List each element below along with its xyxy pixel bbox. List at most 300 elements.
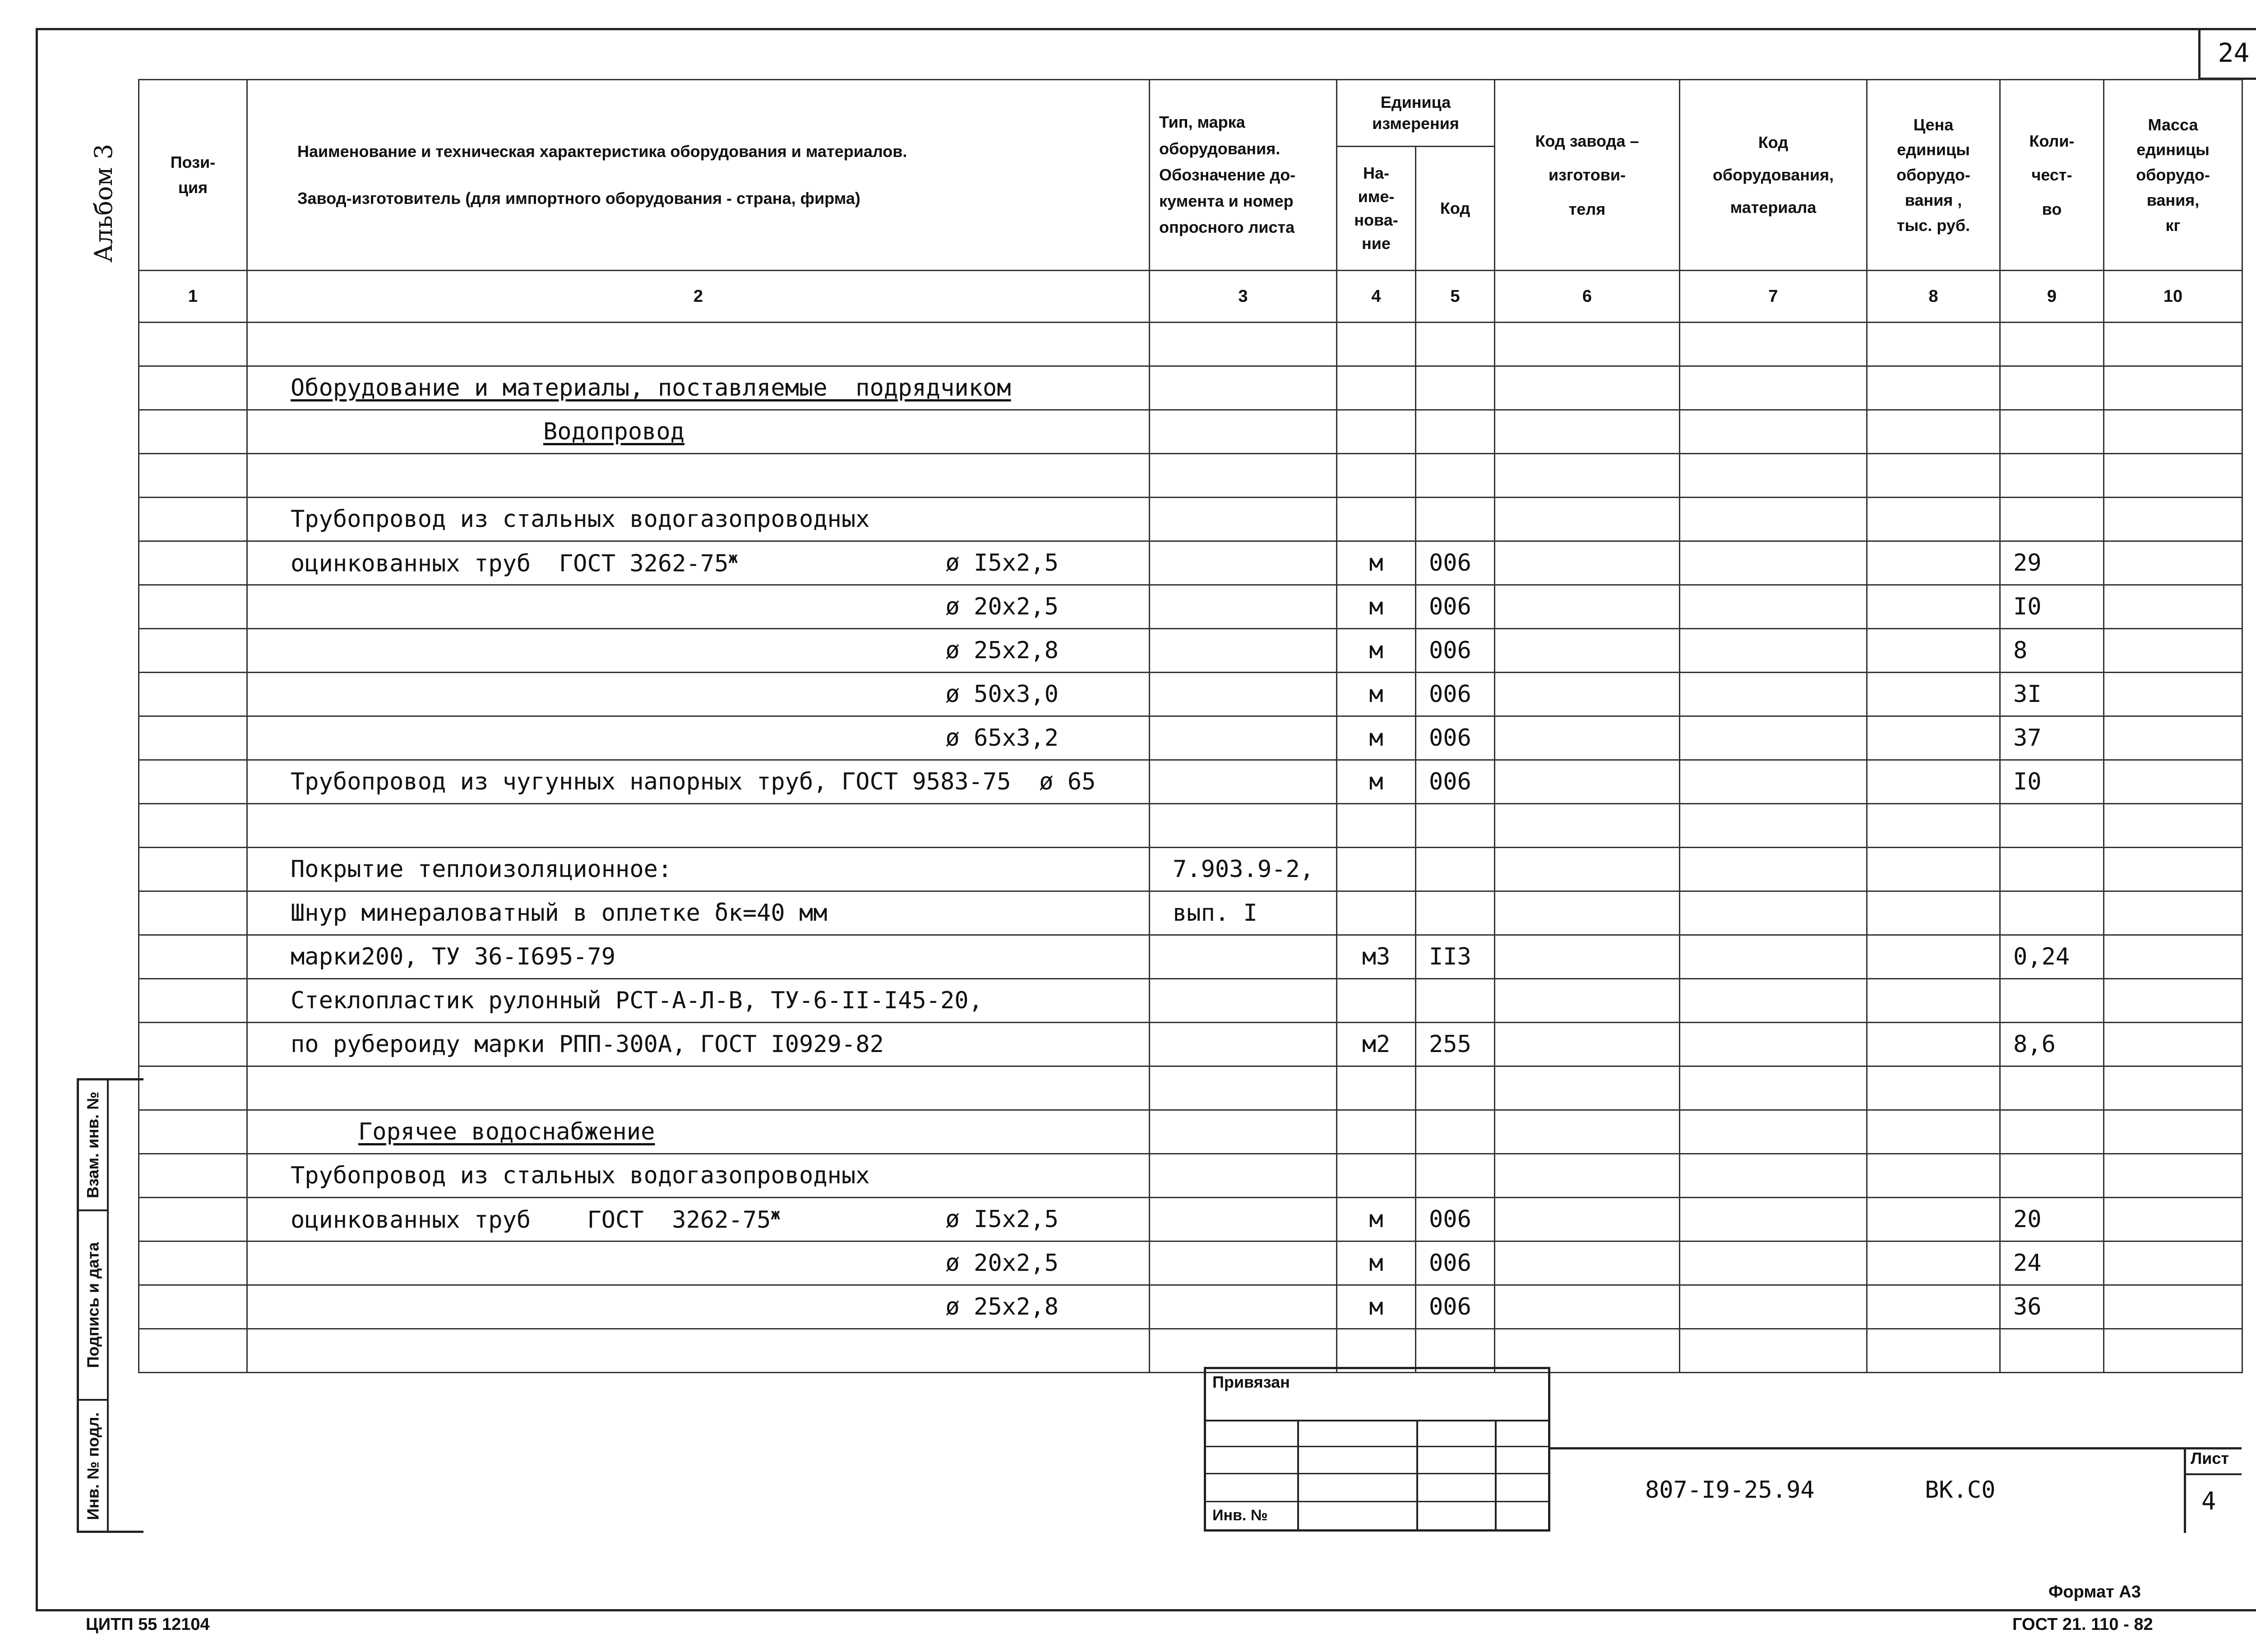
item-document [1150, 1241, 1337, 1285]
side-label-podpis: Подпись и дата [83, 1242, 102, 1368]
header-type: Тип, марка оборудования. Обозначение до- кумента и номер опросного листа [1150, 80, 1337, 271]
cell-col1 [139, 1285, 247, 1329]
item-quantity [2000, 891, 2104, 935]
cell-col8 [1867, 410, 2000, 454]
cell-col8 [1867, 541, 2000, 585]
title-block-main [1550, 1447, 2242, 1533]
item-unit: м [1337, 1285, 1416, 1329]
cell-col1 [139, 541, 247, 585]
item-unit-code: 006 [1416, 629, 1495, 673]
item-document [1150, 1198, 1337, 1241]
cell-col7 [1680, 1241, 1867, 1285]
item-unit [1337, 1110, 1416, 1154]
cell-col6 [1495, 935, 1680, 979]
item-quantity: 24 [2000, 1241, 2104, 1285]
cell-col6 [1495, 498, 1680, 541]
cell-col10 [2104, 1110, 2242, 1154]
item-quantity [2000, 979, 2104, 1023]
item-document [1150, 498, 1337, 541]
item-quantity [2000, 1329, 2104, 1373]
item-document [1150, 454, 1337, 498]
cell-col7 [1680, 585, 1867, 629]
cell-col10 [2104, 760, 2242, 804]
cell-col1 [139, 760, 247, 804]
item-unit-code [1416, 1329, 1495, 1373]
cell-col2 [247, 1023, 1150, 1066]
title-block-binding [1204, 1367, 1550, 1532]
cell-col6 [1495, 1329, 1680, 1373]
cell-col1 [139, 410, 247, 454]
item-document [1150, 1023, 1337, 1066]
cell-col10 [2104, 1198, 2242, 1241]
sheet-label: Лист [2191, 1449, 2229, 1467]
cell-col7 [1680, 1023, 1867, 1066]
cell-col7 [1680, 1110, 1867, 1154]
cell-col8 [1867, 323, 2000, 366]
item-unit-code: 006 [1416, 541, 1495, 585]
cell-col2 [247, 366, 1150, 410]
cell-col8 [1867, 979, 2000, 1023]
item-document [1150, 323, 1337, 366]
cell-col2 [247, 1198, 1150, 1241]
cell-col2 [247, 498, 1150, 541]
table-row [139, 585, 2242, 629]
table-row [139, 716, 2242, 760]
column-number: 6 [1495, 271, 1680, 323]
item-dimension: ø I5x2,5 [945, 549, 1059, 577]
cell-col10 [2104, 979, 2242, 1023]
cell-col10 [2104, 1241, 2242, 1285]
item-unit [1337, 498, 1416, 541]
table-row [139, 1329, 2242, 1373]
cell-col10 [2104, 891, 2242, 935]
cell-col6 [1495, 716, 1680, 760]
table-row [139, 935, 2242, 979]
item-name-superscript: ж [771, 1205, 780, 1223]
item-quantity [2000, 848, 2104, 891]
item-dimension: ø 20x2,5 [945, 1250, 1059, 1277]
item-document [1150, 673, 1337, 716]
item-unit [1337, 848, 1416, 891]
cell-col7 [1680, 804, 1867, 848]
side-label-vzam: Взам. инв. № [83, 1091, 102, 1199]
cell-col8 [1867, 716, 2000, 760]
item-unit-code: II3 [1416, 935, 1495, 979]
cell-col10 [2104, 410, 2242, 454]
table-row [139, 1023, 2242, 1066]
cell-col10 [2104, 454, 2242, 498]
cell-col6 [1495, 1241, 1680, 1285]
cell-col1 [139, 498, 247, 541]
cell-col7 [1680, 366, 1867, 410]
cell-col6 [1495, 848, 1680, 891]
cell-col7 [1680, 848, 1867, 891]
cell-col7 [1680, 891, 1867, 935]
cell-col1 [139, 1066, 247, 1110]
cell-col2 [247, 673, 1150, 716]
item-name: оцинкованных труб ГОСТ 3262-75 [291, 1206, 771, 1234]
item-unit [1337, 1329, 1416, 1373]
item-unit-code [1416, 979, 1495, 1023]
cell-col6 [1495, 1110, 1680, 1154]
item-unit-code [1416, 498, 1495, 541]
header-unit-group: Единица измерения [1337, 80, 1495, 147]
cell-col8 [1867, 935, 2000, 979]
column-number: 9 [2000, 271, 2104, 323]
item-name: марки200, ТУ 36-I695-79 [291, 943, 616, 970]
item-unit [1337, 1066, 1416, 1110]
cell-col8 [1867, 366, 2000, 410]
header-name [247, 80, 1150, 271]
item-unit [1337, 454, 1416, 498]
column-number: 5 [1416, 271, 1495, 323]
item-quantity [2000, 410, 2104, 454]
item-name: Трубопровод из стальных водогазопроводных [291, 1162, 870, 1189]
cell-col2 [247, 454, 1150, 498]
cell-col6 [1495, 541, 1680, 585]
cell-col2 [247, 629, 1150, 673]
cell-col1 [139, 848, 247, 891]
table-row [139, 1154, 2242, 1198]
item-unit-code [1416, 804, 1495, 848]
cell-col8 [1867, 1023, 2000, 1066]
cell-col2 [247, 410, 1150, 454]
cell-col1 [139, 673, 247, 716]
specification-table [138, 79, 2243, 1373]
cell-col8 [1867, 891, 2000, 935]
item-unit-code [1416, 891, 1495, 935]
cell-col8 [1867, 629, 2000, 673]
item-name: Стеклопластик рулонный РСТ-А-Л-В, ТУ-6-II-I45-20, [291, 987, 983, 1014]
item-quantity [2000, 498, 2104, 541]
cell-col6 [1495, 804, 1680, 848]
item-unit: м [1337, 541, 1416, 585]
item-quantity: 0,24 [2000, 935, 2104, 979]
album-label: Альбом 3 [89, 143, 118, 263]
table-row [139, 1066, 2242, 1110]
item-name: Покрытие теплоизоляционное: [291, 856, 672, 883]
item-document: 7.903.9-2, [1150, 848, 1337, 891]
sheet-number: 4 [2201, 1487, 2216, 1515]
cell-col6 [1495, 323, 1680, 366]
item-unit: м2 [1337, 1023, 1416, 1066]
table-row [139, 1285, 2242, 1329]
item-document [1150, 1066, 1337, 1110]
table-row [139, 673, 2242, 716]
column-number: 10 [2104, 271, 2242, 323]
cell-col8 [1867, 1241, 2000, 1285]
item-dimension: ø 50x3,0 [945, 681, 1059, 708]
cell-col7 [1680, 760, 1867, 804]
cell-col8 [1867, 673, 2000, 716]
album-label-container [77, 126, 131, 280]
item-dimension: ø 65x3,2 [945, 724, 1059, 752]
item-unit-code: 006 [1416, 716, 1495, 760]
item-quantity: I0 [2000, 760, 2104, 804]
cell-col10 [2104, 673, 2242, 716]
item-unit [1337, 323, 1416, 366]
cell-col7 [1680, 1154, 1867, 1198]
cell-col8 [1867, 585, 2000, 629]
table-row [139, 979, 2242, 1023]
cell-col10 [2104, 1066, 2242, 1110]
item-unit: м [1337, 673, 1416, 716]
item-unit-code: 006 [1416, 673, 1495, 716]
cell-col1 [139, 716, 247, 760]
cell-col1 [139, 891, 247, 935]
cell-col7 [1680, 541, 1867, 585]
cell-col2 [247, 848, 1150, 891]
cell-col8 [1867, 1329, 2000, 1373]
cell-col6 [1495, 1066, 1680, 1110]
item-quantity: 29 [2000, 541, 2104, 585]
item-unit: м [1337, 1241, 1416, 1285]
header-name-line2: Завод-изготовитель (для импортного оборудования - страна, фирма) [297, 189, 860, 208]
item-unit [1337, 366, 1416, 410]
item-dimension: ø 25x2,8 [945, 1293, 1059, 1320]
cell-col10 [2104, 585, 2242, 629]
side-approval-strip [77, 1078, 143, 1533]
item-unit-code [1416, 1154, 1495, 1198]
cell-col6 [1495, 760, 1680, 804]
item-quantity [2000, 804, 2104, 848]
cell-col6 [1495, 891, 1680, 935]
cell-col8 [1867, 498, 2000, 541]
table-row [139, 1110, 2242, 1154]
cell-col6 [1495, 366, 1680, 410]
cell-col6 [1495, 1023, 1680, 1066]
cell-col7 [1680, 629, 1867, 673]
cell-col8 [1867, 1285, 2000, 1329]
item-name: Водопровод [543, 418, 685, 445]
item-unit-code [1416, 323, 1495, 366]
table-row [139, 498, 2242, 541]
item-unit-code [1416, 454, 1495, 498]
item-unit-code: 006 [1416, 1285, 1495, 1329]
side-label-inv: Инв. № подл. [83, 1412, 102, 1520]
column-number: 8 [1867, 271, 2000, 323]
item-dimension: ø I5x2,5 [945, 1206, 1059, 1233]
item-unit [1337, 979, 1416, 1023]
item-name-superscript: ж [728, 549, 738, 567]
item-document [1150, 1285, 1337, 1329]
inv-number-label: Инв. № [1212, 1507, 1268, 1524]
cell-col2 [247, 541, 1150, 585]
item-unit-code: 006 [1416, 760, 1495, 804]
item-quantity: 36 [2000, 1285, 2104, 1329]
item-document [1150, 585, 1337, 629]
item-quantity: 3I [2000, 673, 2104, 716]
cell-col2 [247, 1329, 1150, 1373]
cell-col1 [139, 1198, 247, 1241]
cell-col1 [139, 935, 247, 979]
column-number-row [139, 271, 2242, 323]
cell-col8 [1867, 804, 2000, 848]
item-quantity [2000, 1110, 2104, 1154]
cell-col6 [1495, 454, 1680, 498]
item-name: Оборудование и материалы, поставляемые подрядчиком [291, 374, 1011, 401]
item-unit: м [1337, 629, 1416, 673]
column-number: 2 [247, 271, 1150, 323]
item-unit [1337, 891, 1416, 935]
title-block-sheet [2184, 1447, 2242, 1533]
document-mark: ВК.С0 [1925, 1477, 1996, 1504]
table-row [139, 848, 2242, 891]
item-quantity [2000, 454, 2104, 498]
cell-col1 [139, 629, 247, 673]
item-document [1150, 935, 1337, 979]
cell-col10 [2104, 1285, 2242, 1329]
cell-col8 [1867, 1066, 2000, 1110]
item-name: по рубероиду марки РПП-300А, ГОСТ I0929-82 [291, 1031, 884, 1058]
cell-col8 [1867, 1154, 2000, 1198]
table-row [139, 760, 2242, 804]
item-document [1150, 760, 1337, 804]
cell-col7 [1680, 498, 1867, 541]
cell-col2 [247, 935, 1150, 979]
cell-col10 [2104, 848, 2242, 891]
item-unit: м [1337, 1198, 1416, 1241]
item-quantity [2000, 1066, 2104, 1110]
cell-col2 [247, 1241, 1150, 1285]
footer-gost: ГОСТ 21. 110 - 82 [2012, 1615, 2153, 1634]
cell-col1 [139, 366, 247, 410]
item-document [1150, 541, 1337, 585]
cell-col6 [1495, 673, 1680, 716]
header-unit-name: На- име- нова- ние [1337, 147, 1416, 271]
cell-col10 [2104, 1329, 2242, 1373]
item-quantity [2000, 1154, 2104, 1198]
cell-col7 [1680, 1329, 1867, 1373]
cell-col8 [1867, 1198, 2000, 1241]
item-document [1150, 1329, 1337, 1373]
cell-col1 [139, 1110, 247, 1154]
cell-col7 [1680, 323, 1867, 366]
cell-col10 [2104, 935, 2242, 979]
cell-col8 [1867, 1110, 2000, 1154]
header-mass: Масса единицы оборудо- вания, кг [2104, 80, 2242, 271]
cell-col6 [1495, 1285, 1680, 1329]
cell-col7 [1680, 1198, 1867, 1241]
cell-col7 [1680, 716, 1867, 760]
footer-format: Формат А3 [2048, 1583, 2141, 1601]
table-row [139, 629, 2242, 673]
item-unit: м3 [1337, 935, 1416, 979]
header-name-line1: Наименование и техническая характеристика оборудования и материалов. [297, 142, 907, 161]
item-name: Трубопровод из чугунных напорных труб, ГОСТ 9583-75 ø 65 [291, 768, 1096, 795]
cell-col2 [247, 891, 1150, 935]
cell-col10 [2104, 716, 2242, 760]
item-unit: м [1337, 585, 1416, 629]
cell-col7 [1680, 1285, 1867, 1329]
column-number: 4 [1337, 271, 1416, 323]
cell-col1 [139, 585, 247, 629]
item-quantity: 37 [2000, 716, 2104, 760]
cell-col2 [247, 1285, 1150, 1329]
item-quantity: 8 [2000, 629, 2104, 673]
column-number: 1 [139, 271, 247, 323]
cell-col8 [1867, 848, 2000, 891]
header-material-code: Код оборудования, материала [1680, 80, 1867, 271]
item-unit-code [1416, 410, 1495, 454]
cell-col10 [2104, 1154, 2242, 1198]
cell-col7 [1680, 673, 1867, 716]
page-number: 24 [2198, 28, 2256, 80]
column-number: 3 [1150, 271, 1337, 323]
side-cell-inv [79, 1401, 109, 1532]
item-document [1150, 979, 1337, 1023]
cell-col2 [247, 1066, 1150, 1110]
cell-col6 [1495, 1198, 1680, 1241]
cell-col7 [1680, 935, 1867, 979]
item-unit-code [1416, 848, 1495, 891]
cell-col10 [2104, 498, 2242, 541]
cell-col10 [2104, 323, 2242, 366]
table-row [139, 366, 2242, 410]
header-quantity: Коли- чест- во [2000, 80, 2104, 271]
item-name: Шнур минераловатный в оплетке δк=40 мм [291, 900, 828, 927]
cell-col6 [1495, 585, 1680, 629]
header-position: Пози- ция [139, 80, 247, 271]
item-unit-code: 006 [1416, 585, 1495, 629]
item-unit [1337, 410, 1416, 454]
table-row [139, 1198, 2242, 1241]
cell-col1 [139, 1154, 247, 1198]
cell-col6 [1495, 410, 1680, 454]
cell-col6 [1495, 979, 1680, 1023]
binding-label: Привязан [1212, 1373, 1290, 1391]
side-cell-podpis [79, 1211, 109, 1401]
side-cell-vzam [79, 1080, 109, 1211]
item-quantity: 20 [2000, 1198, 2104, 1241]
item-document [1150, 804, 1337, 848]
cell-col7 [1680, 979, 1867, 1023]
cell-col2 [247, 979, 1150, 1023]
cell-col2 [247, 760, 1150, 804]
cell-col7 [1680, 454, 1867, 498]
item-quantity [2000, 366, 2104, 410]
item-unit: м [1337, 760, 1416, 804]
item-name: оцинкованных труб ГОСТ 3262-75 [291, 550, 729, 577]
item-document [1150, 1154, 1337, 1198]
table-row [139, 541, 2242, 585]
item-unit-code: 255 [1416, 1023, 1495, 1066]
cell-col1 [139, 1329, 247, 1373]
item-unit [1337, 804, 1416, 848]
cell-col2 [247, 585, 1150, 629]
footer-stamp: ЦИТП 55 12104 [86, 1615, 210, 1634]
table-row [139, 891, 2242, 935]
item-dimension: ø 25x2,8 [945, 637, 1059, 664]
cell-col10 [2104, 629, 2242, 673]
header-price: Цена единицы оборудо- вания , тыс. руб. [1867, 80, 2000, 271]
cell-col1 [139, 454, 247, 498]
document-code: 807-I9-25.94 [1645, 1477, 1815, 1504]
cell-col2 [247, 323, 1150, 366]
column-number: 7 [1680, 271, 1867, 323]
cell-col8 [1867, 454, 2000, 498]
item-document [1150, 1110, 1337, 1154]
item-document [1150, 629, 1337, 673]
item-dimension: ø 20x2,5 [945, 593, 1059, 620]
item-unit [1337, 1154, 1416, 1198]
item-unit-code [1416, 1110, 1495, 1154]
cell-col1 [139, 323, 247, 366]
item-name: Трубопровод из стальных водогазопроводных [291, 506, 870, 533]
table-row [139, 804, 2242, 848]
cell-col7 [1680, 1066, 1867, 1110]
item-quantity [2000, 323, 2104, 366]
